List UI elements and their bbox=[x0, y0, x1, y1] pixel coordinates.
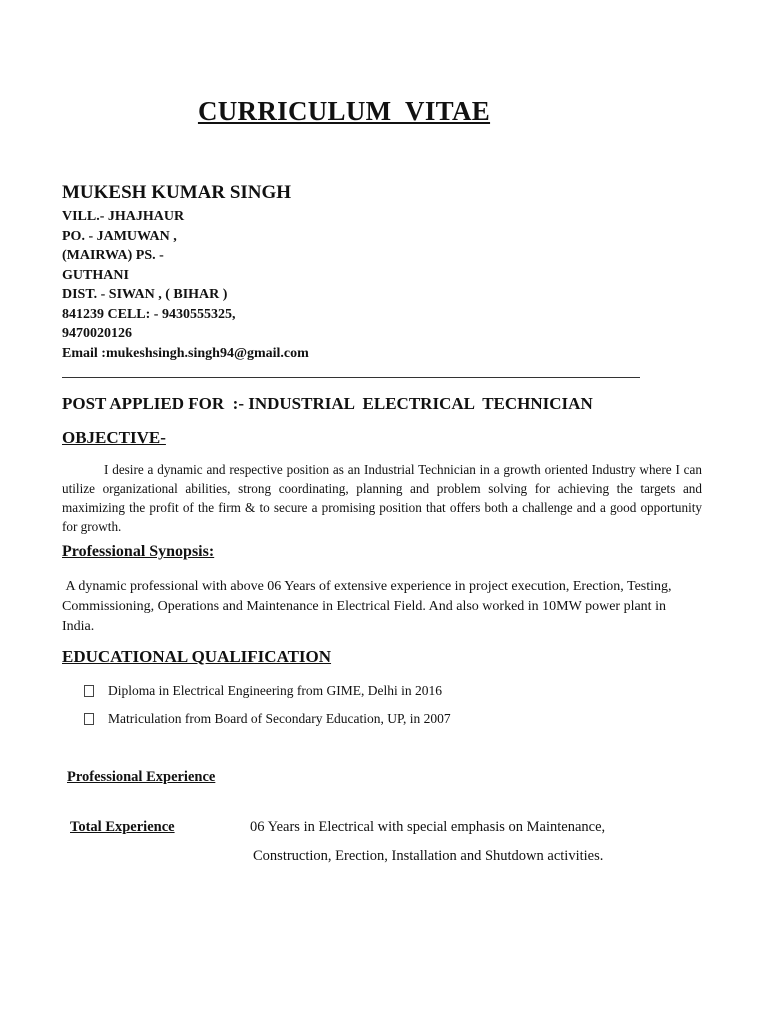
contact-block bbox=[62, 207, 309, 363]
education-item-text: Matriculation from Board of Secondary Education, UP, in 2007 bbox=[108, 711, 451, 726]
address-line-village: VILL.- JHAJHAUR bbox=[62, 209, 185, 224]
address-line-district: DIST. - SIWAN , ( BIHAR ) bbox=[62, 287, 228, 302]
address-line-town: GUTHANI bbox=[62, 267, 129, 283]
synopsis-paragraph bbox=[62, 577, 692, 637]
bullet-box-icon bbox=[84, 713, 94, 725]
horizontal-divider bbox=[62, 377, 640, 378]
synopsis-heading: Professional Synopsis: bbox=[62, 543, 215, 560]
experience-heading: Professional Experience bbox=[67, 769, 216, 785]
objective-heading: OBJECTIVE- bbox=[62, 428, 166, 447]
total-experience-label: Total Experience bbox=[70, 819, 175, 835]
email-line: Email :mukeshsingh.singh94@gmail.com bbox=[62, 345, 309, 361]
address-line-pin-cell: 841239 CELL: - 9430555325, bbox=[62, 306, 236, 322]
total-experience-line-1: 06 Years in Electrical with special emphasis on Maintenance, bbox=[250, 819, 606, 835]
education-item bbox=[84, 711, 451, 727]
document-title: CURRICULUM VITAE bbox=[197, 96, 491, 126]
address-line-post-office: PO. - JAMUWAN , bbox=[62, 228, 177, 244]
address-line-police-station: (MAIRWA) PS. - bbox=[62, 248, 164, 263]
bullet-box-icon bbox=[84, 685, 94, 697]
candidate-name: MUKESH KUMAR SINGH bbox=[62, 182, 292, 203]
synopsis-text: A dynamic professional with above 06 Years of extensive experience in project execution, Erection, Testing, Commissioning, Operations and Maintenance in Electrical Field. And also worked in 10MW power plant in India. bbox=[62, 579, 672, 634]
objective-text: I desire a dynamic and respective position as an Industrial Technician in a growth oriented Industry where I can utilize organizational abilities, strong coordinating, planning and problem solving for achieving the targets and maximizing the profit of the firm & to secure a promising position that offers both a challenge and a good opportunity for growth. bbox=[62, 462, 702, 534]
education-item-text: Diploma in Electrical Engineering from GIME, Delhi in 2016 bbox=[108, 683, 443, 698]
education-item bbox=[84, 683, 442, 699]
total-experience-line-2: Construction, Erection, Installation and Shutdown activities. bbox=[253, 848, 604, 864]
objective-paragraph bbox=[62, 460, 702, 536]
post-applied: POST APPLIED FOR :- INDUSTRIAL ELECTRICAL TECHNICIAN bbox=[62, 394, 593, 413]
education-heading: EDUCATIONAL QUALIFICATION bbox=[62, 647, 332, 666]
address-line-phone: 9470020126 bbox=[62, 326, 132, 341]
